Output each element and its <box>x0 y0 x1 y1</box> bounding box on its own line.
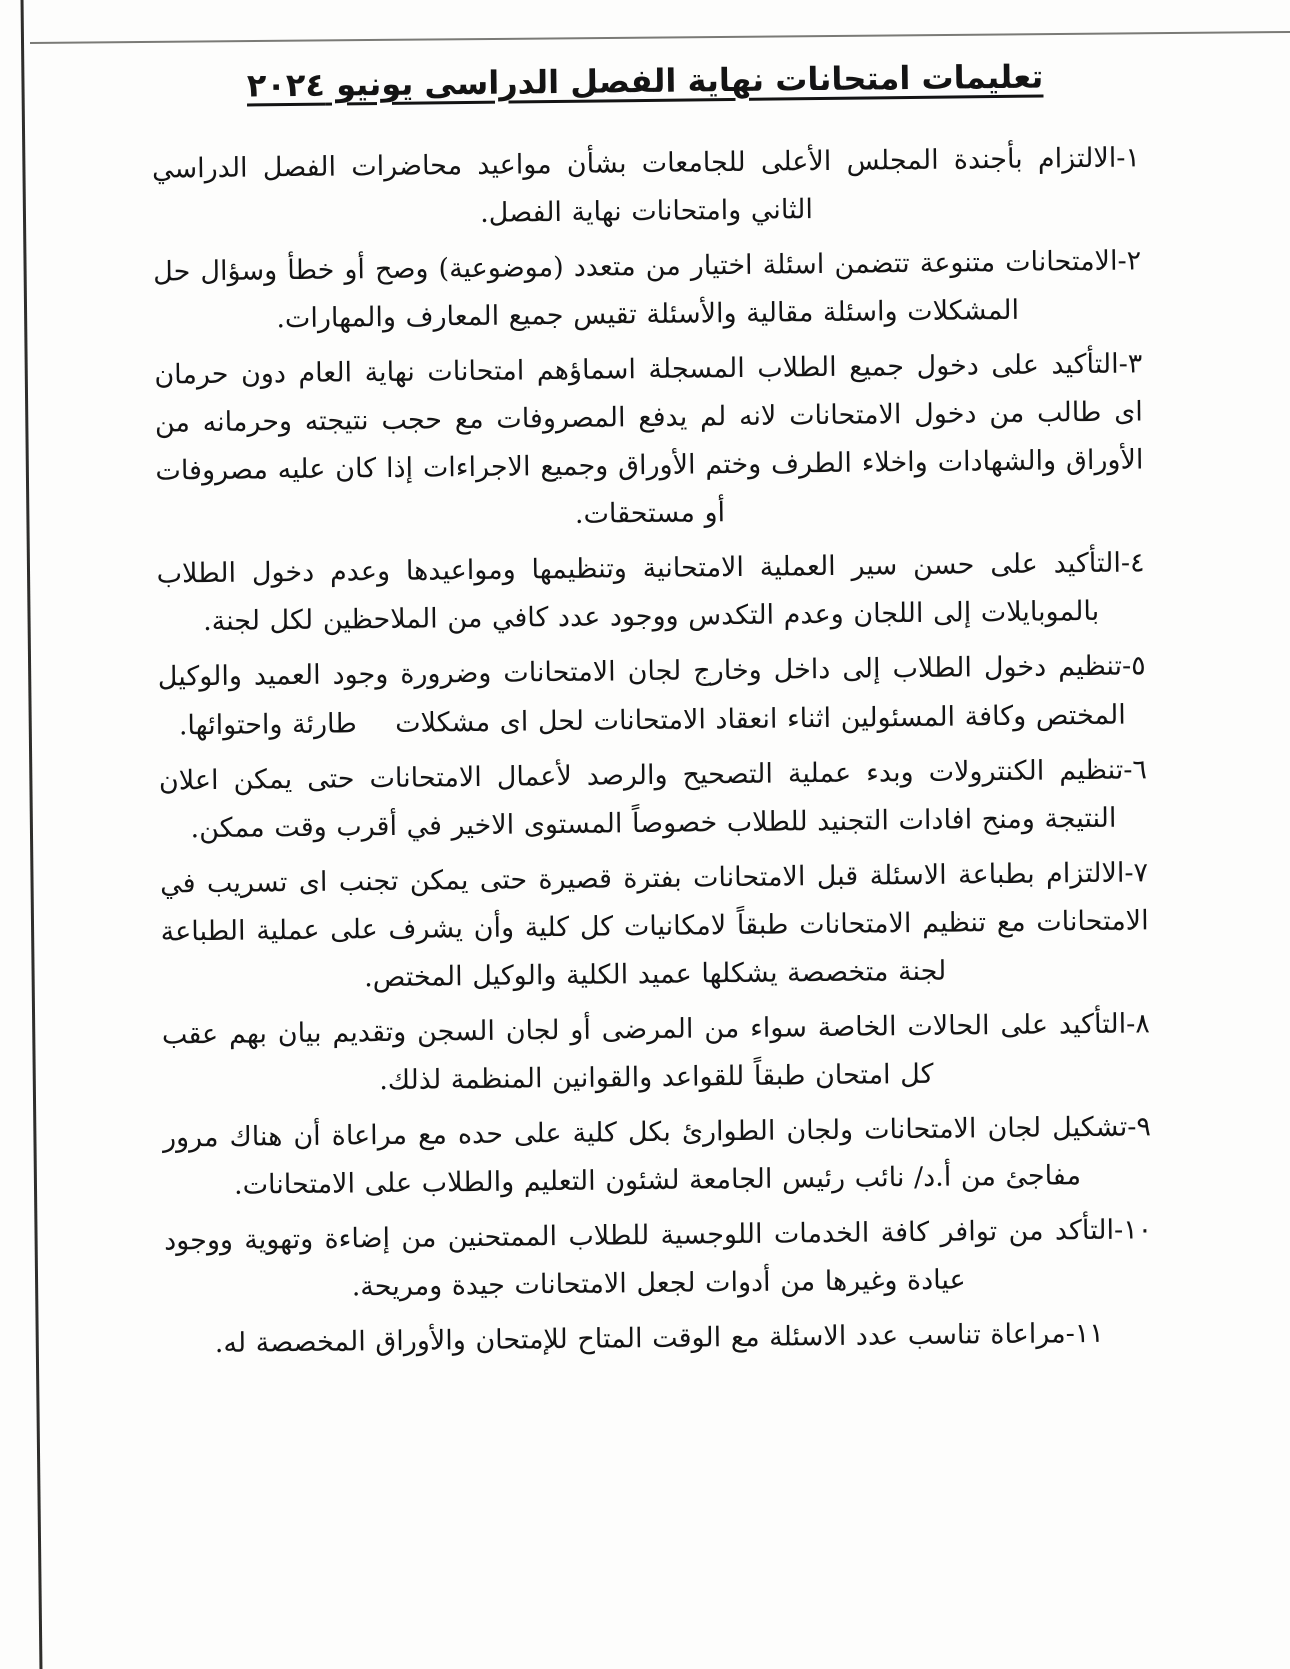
instruction-item <box>152 134 1141 241</box>
instruction-list <box>152 134 1154 1368</box>
instruction-item <box>164 1206 1153 1313</box>
item-number: ٦- <box>1123 753 1148 786</box>
instruction-item <box>153 237 1142 344</box>
item-number: ٢- <box>1117 245 1142 277</box>
instruction-item <box>165 1309 1153 1368</box>
instruction-item <box>163 1103 1152 1210</box>
instruction-item <box>160 849 1150 1004</box>
item-number: ٨- <box>1125 1008 1150 1040</box>
item-number: ٧- <box>1124 856 1149 889</box>
item-text: التأكيد على دخول جميع الطلاب المسجلة اسماؤهم امتحانات نهاية العام دون حرمان اى طالب من دخول الامتحانات لانه لم يدفع المصروفات مع حجب نتيجته وحرمانه من الأوراق والشهادات واخلاء الطرف وختم الأوراق وجميع الاجراءات إذا كان عليه مصروفات أو مستحقات. <box>154 348 1144 531</box>
item-text: تنظيم الكنترولات وبدء عملية التصحيح والرصد لأعمال الامتحانات حتى يمكن اعلان النتيجة ومنح افادات التجنيد للطلاب خصوصاً المستوى الاخير في أقرب وقت ممكن. <box>158 754 1124 844</box>
item-text: الامتحانات متنوعة تتضمن اسئلة اختيار من متعدد (موضوعية) وصح أو خطأ وسؤال حل المشكلات واسئلة مقالية والأسئلة تقيس جميع المعارف والمهارات. <box>153 245 1118 335</box>
item-number: ٣- <box>1118 348 1143 380</box>
instruction-item <box>154 341 1144 544</box>
item-number: ٩- <box>1127 1111 1152 1143</box>
item-text: تشكيل لجان الامتحانات ولجان الطوارئ بكل كلية على حده مع مراعاة أن هناك مرور مفاجئ من أ.د/ نائب رئيس الجامعة لشئون التعليم والطلاب على الامتحانات. <box>162 1111 1128 1201</box>
item-number: ٥- <box>1121 650 1146 683</box>
item-text: مراعاة تناسب عدد الاسئلة مع الوقت المتاح للإمتحان والأوراق المخصصة له. <box>214 1318 1066 1360</box>
item-number: ١٠- <box>1113 1214 1153 1246</box>
item-text: التأكيد على الحالات الخاصة سواء من المرضى أو لجان السجن وتقديم بيان بهم عقب كل امتحان طبقاً للقواعد والقوانين المنظمة لذلك. <box>161 1008 1127 1096</box>
instruction-item <box>158 643 1147 750</box>
instruction-item <box>162 1000 1151 1107</box>
document-title: تعليمات امتحانات نهاية الفصل الدراسى يونيو ٢٠٢٤ <box>246 57 1044 105</box>
item-text: التأكيد على حسن سير العملية الامتحانية وتنظيمها ومواعيدها وعدم دخول الطلاب بالموبايلات إلى اللجان وعدم التكدس ووجود عدد كافي من الملاحظين لكل لجنة. <box>156 548 1122 638</box>
item-text: تنظيم دخول الطلاب إلى داخل وخارج لجان الامتحانات وضرورة وجود العميد والوكيل المختص وكافة المسئولين اثناء انعقاد الامتحانات لحل اى مشكلات طارئة واحتوائها. <box>157 651 1126 741</box>
item-text: الالتزام بأجندة المجلس الأعلى للجامعات بشأن مواعيد محاضرات الفصل الدراسي الثاني وامتحانات نهاية الفصل. <box>151 142 1117 229</box>
item-text: التأكد من توافر كافة الخدمات اللوجسية للطلاب الممتحنين من إضاءة وتهوية ووجود عيادة وغيرها من أدوات لجعل الامتحانات جيدة ومريحة. <box>164 1214 1115 1303</box>
item-number: ٤- <box>1120 547 1145 580</box>
instruction-item <box>159 746 1148 853</box>
item-number: ١- <box>1116 142 1141 174</box>
item-number: ١١- <box>1065 1317 1104 1350</box>
item-text: الالتزام بطباعة الاسئلة قبل الامتحانات بفترة قصيرة حتى يمكن تجنب اى تسريب في الامتحانات مع تنظيم الامتحانات طبقاً لامكانيات كل كلية وأن يشرف على عملية الطباعة لجنة متخصصة يشكلها عميد الكلية والوكيل المختص. <box>159 857 1149 993</box>
instruction-item <box>156 540 1145 647</box>
